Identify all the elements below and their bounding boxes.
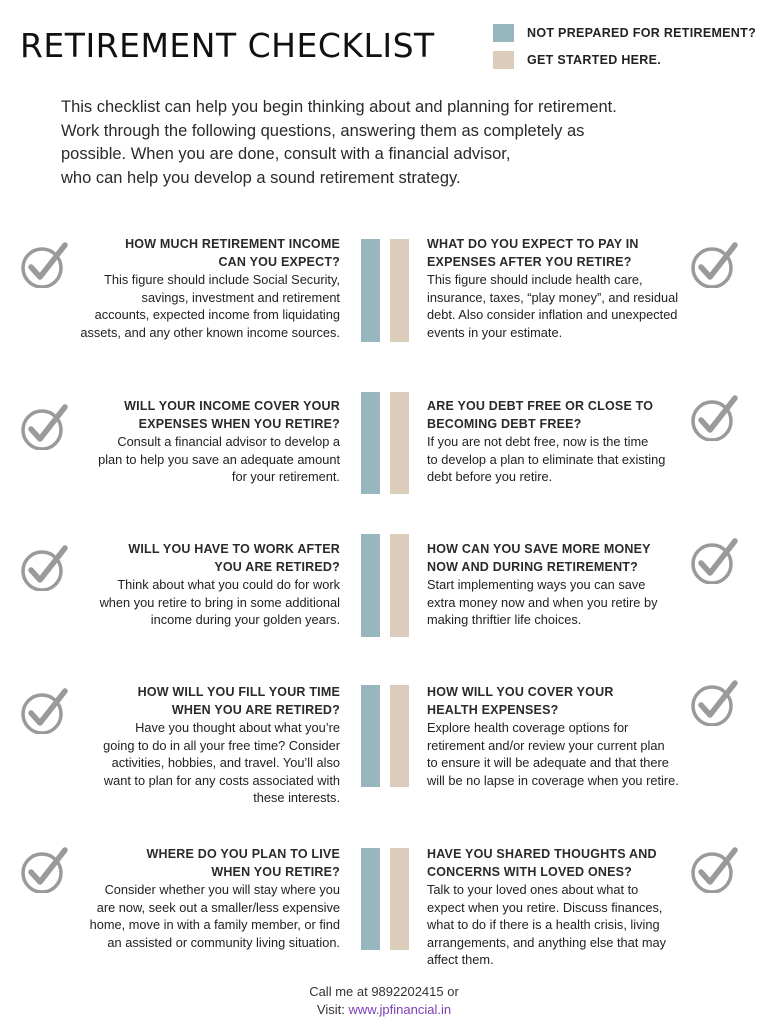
footer-visit (0, 1001, 768, 1019)
website-link[interactable]: www.jpfinancial.in (348, 1002, 452, 1017)
question-heading: HOW WILL YOU COVER YOUR HEALTH EXPENSES? (427, 685, 614, 717)
checklist-item (40, 684, 340, 807)
intro-line: Work through the following questions, answering them as completely as (61, 121, 585, 140)
checklist-item (40, 398, 340, 486)
checklist-item (40, 846, 340, 951)
question-heading: HOW MUCH RETIREMENT INCOME CAN YOU EXPECT? (125, 237, 340, 269)
question-description: This figure should include health care, insurance, taxes, “play money”, and residual debt. Also consider inflation and unexpected events in your estimate. (427, 272, 679, 340)
bar-get-started (390, 848, 409, 950)
legend (493, 24, 756, 78)
legend-label: NOT PREPARED FOR RETIREMENT? (527, 26, 757, 40)
intro-line: possible. When you are done, consult with a financial advisor, (61, 145, 511, 163)
question-description: Start implementing ways you can save extra money now and when you retire by making thriftier life choices. (427, 577, 658, 627)
checklist-row-5 (0, 846, 768, 967)
question-heading: ARE YOU DEBT FREE OR CLOSE TO BECOMING DEBT FREE? (427, 399, 654, 431)
question-heading: WILL YOU HAVE TO WORK AFTER YOU ARE RETIRED? (128, 542, 340, 574)
bar-get-started (390, 534, 409, 637)
checklist-row-2 (0, 398, 768, 503)
intro-line: This checklist can help you begin thinking about and planning for retirement. (61, 98, 617, 116)
checklist-row-4 (0, 684, 768, 805)
bar-get-started (390, 685, 409, 787)
check-circle-icon (690, 678, 738, 726)
check-circle-icon (690, 240, 738, 288)
check-circle-icon (690, 845, 738, 893)
footer-visit-label: Visit: (316, 1002, 349, 1017)
legend-item-get-started (493, 51, 756, 69)
checklist-item (427, 541, 712, 629)
checklist-item (427, 846, 712, 969)
question-description: This figure should include Social Security, savings, investment and retirement accounts, expected income from liquidating assets, and any other known income sources. (80, 272, 340, 340)
checklist-item (427, 236, 712, 341)
question-description: Consider whether you will stay where you are now, seek out a smaller/less expensive home, move in with a family member, or find an assisted or community living situation. (89, 882, 340, 950)
legend-label: GET STARTED HERE. (527, 53, 662, 67)
footer-contact (0, 983, 768, 1019)
checklist-row-3 (0, 541, 768, 646)
checklist-item (427, 684, 712, 789)
footer-call-text: Call me at 9892202415 or (309, 984, 459, 999)
bar-not-prepared (361, 392, 380, 494)
question-description: Consult a financial advisor to develop a plan to help you save an adequate amount for your retirement. (98, 434, 340, 484)
bar-get-started (390, 239, 409, 342)
question-heading: WHERE DO YOU PLAN TO LIVE WHEN YOU RETIRE? (146, 847, 340, 879)
question-description: Think about what you could do for work when you retire to bring in some additional income during your golden years. (99, 577, 340, 627)
checklist-item (40, 541, 340, 629)
bar-not-prepared (361, 685, 380, 787)
checklist-item (40, 236, 340, 341)
question-description: Have you thought about what you’re going to do in all your free time? Consider activities, hobbies, and travel. You’ll also want to plan for any costs associated with these interests. (103, 720, 340, 805)
question-heading: HAVE YOU SHARED THOUGHTS AND CONCERNS WITH LOVED ONES? (427, 847, 657, 879)
intro-line: who can help you develop a sound retirement strategy. (61, 168, 461, 187)
question-heading: HOW WILL YOU FILL YOUR TIME WHEN YOU ARE RETIRED? (137, 685, 340, 717)
question-heading: WILL YOUR INCOME COVER YOUR EXPENSES WHEN YOU RETIRE? (124, 399, 340, 431)
page-title: RETIREMENT CHECKLIST (20, 26, 435, 65)
question-heading: HOW CAN YOU SAVE MORE MONEY NOW AND DURING RETIREMENT? (427, 542, 651, 574)
checklist-row-1 (0, 236, 768, 341)
bar-not-prepared (361, 239, 380, 342)
question-heading: WHAT DO YOU EXPECT TO PAY IN EXPENSES AFTER YOU RETIRE? (427, 237, 639, 269)
question-description: If you are not debt free, now is the time to develop a plan to eliminate that existing debt before you retire. (427, 434, 666, 484)
bar-get-started (390, 392, 409, 494)
legend-swatch-tan (493, 51, 514, 69)
legend-swatch-blue (493, 24, 514, 42)
check-circle-icon (690, 536, 738, 584)
bar-not-prepared (361, 534, 380, 637)
checklist-item (427, 398, 712, 486)
question-description: Explore health coverage options for retirement and/or review your current plan to ensure it will be adequate and that there will be no lapse in coverage when you retire. (427, 720, 679, 788)
legend-item-not-prepared (493, 24, 756, 42)
bar-not-prepared (361, 848, 380, 950)
intro-paragraph (61, 96, 751, 190)
check-circle-icon (690, 393, 738, 441)
question-description: Talk to your loved ones about what to expect when you retire. Discuss finances, what to do if there is a health crisis, living arrangements, and anything else that may affect them. (427, 882, 667, 967)
